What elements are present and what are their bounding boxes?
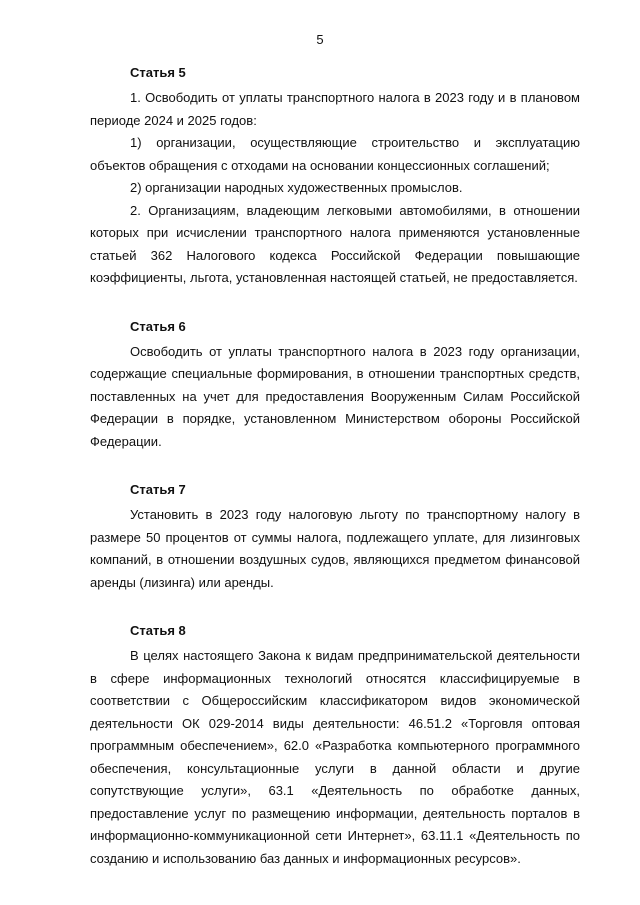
page-number: 5 (316, 32, 324, 47)
document-body (90, 64, 580, 870)
article-title: Статья 5 (130, 65, 186, 80)
article-8 (90, 622, 580, 870)
article-5 (90, 64, 580, 290)
article-title: Статья 6 (130, 318, 186, 334)
paragraph: 1) организации, осуществляющие строительство и эксплуатацию объектов обращения с отходами на основании концессионных соглашений; (90, 135, 580, 173)
paragraph: Установить в 2023 году налоговую льготу по транспортному налогу в размере 50 процентов от суммы налога, подлежащего уплате, для лизинговых компаний, в отношении воздушных судов, являющихся предметом финансовой аренды (лизинга) или аренды. (90, 507, 580, 590)
article-6 (90, 318, 580, 454)
article-7 (90, 481, 580, 594)
article-title: Статья 7 (130, 482, 186, 497)
paragraph: 2) организации народных художественных промыслов. (130, 180, 463, 195)
paragraph: 1. Освободить от уплаты транспортного налога в 2023 году и в плановом периоде 2024 и 2025 годов: (90, 90, 580, 128)
paragraph: В целях настоящего Закона к видам предпринимательской деятельности в сфере информационных технологий относятся классифицируемые в соответствии с Общероссийским классификатором видов экономической деятельности ОК 029-2014 виды деятельности: 46.51.2 «Торговля оптовая программным обеспечением», 62.0 «Разработка компьютерного программного обеспечения, консультационные услуги в данной области и другие сопутствующие услуги», 63.1 «Деятельность по обработке данных, предоставление услуг по размещению информации, деятельность порталов в информационно-коммуникационной сети Интернет», 63.11.1 «Деятельность по созданию и использованию баз данных и информационных ресурсов». (90, 648, 580, 866)
paragraph: 2. Организациям, владеющим легковыми автомобилями, в отношении которых при исчислении транспортного налога применяются установленные статьей 362 Налогового кодекса Российской Федерации повышающие коэффициенты, льгота, установленная настоящей статьей, не предоставляется. (90, 202, 580, 285)
paragraph: Освободить от уплаты транспортного налога в 2023 году организации, содержащие специальные формирования, в отношении транспортных средств, поставленных на учет для предоставления Вооруженным Силам Российской Федерации в порядке, установленном Министерством обороны Российской Федерации. (90, 343, 580, 449)
article-title: Статья 8 (130, 623, 186, 638)
